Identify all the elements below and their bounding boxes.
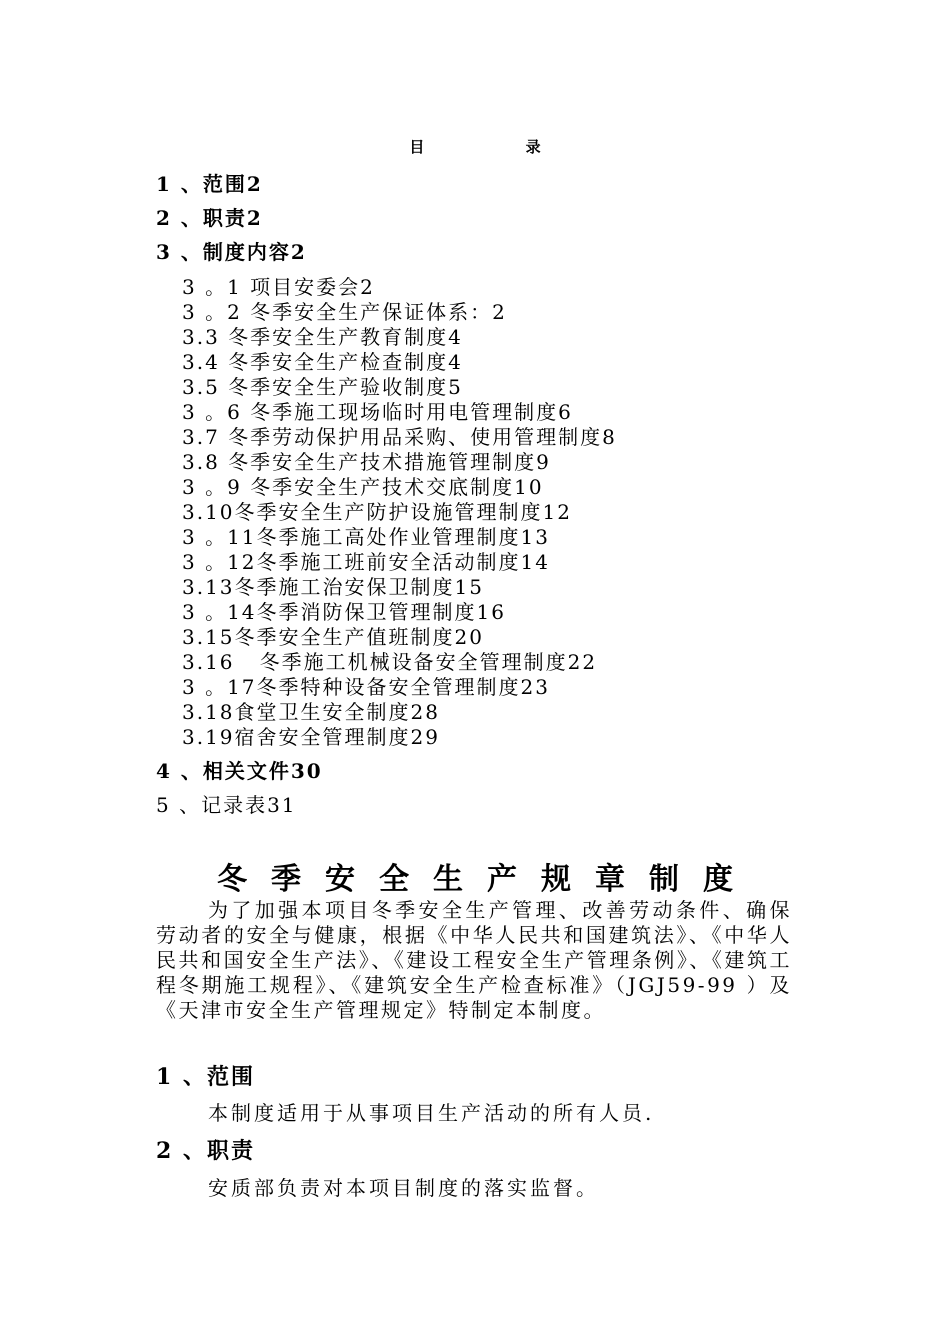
toc-subitem[interactable]: 3.4 冬季安全生产检查制度4 — [182, 350, 463, 374]
section-heading-scope: 1 、范围 — [156, 1064, 255, 1090]
toc-subitem[interactable]: 3.15冬季安全生产值班制度20 — [182, 625, 484, 649]
toc-subitem[interactable]: 3 。2 冬季安全生产保证体系：2 — [182, 300, 507, 324]
toc-subitem[interactable]: 3 。6 冬季施工现场临时用电管理制度6 — [182, 400, 573, 424]
toc-subitem[interactable]: 3.3 冬季安全生产教育制度4 — [182, 325, 463, 349]
toc-subitem[interactable]: 3 。17冬季特种设备安全管理制度23 — [182, 675, 550, 699]
toc-subitem[interactable]: 3.10冬季安全生产防护设施管理制度12 — [182, 500, 572, 524]
toc-subitem[interactable]: 3 。11冬季施工高处作业管理制度13 — [182, 525, 550, 549]
document-title: 冬季安全生产规章制度 — [217, 862, 757, 897]
section-body-scope: 本制度适用于从事项目生产活动的所有人员. — [208, 1101, 655, 1125]
intro-paragraph: 为了加强本项目冬季安全生产管理、改善劳动条件、确保劳动者的安全与健康，根据《中华人民共和国建筑法》、《中华人民共和国安全生产法》、《建设工程安全生产管理条例》、《建筑工程冬期施工规程》、《建筑安全生产检查标准》（JGJ59-99 ）及《天津市安全生产管理规定》特制定本制度。 — [156, 898, 792, 1022]
toc-item-duties[interactable]: 2 、职责2 — [156, 206, 263, 230]
toc-subitem[interactable]: 3.8 冬季安全生产技术措施管理制度9 — [182, 450, 551, 474]
toc-item-content[interactable]: 3 、制度内容2 — [156, 240, 307, 264]
toc-item-records[interactable]: 5 、记录表31 — [156, 793, 297, 817]
toc-subitem[interactable]: 3 。12冬季施工班前安全活动制度14 — [182, 550, 550, 574]
toc-subitem[interactable]: 3 。1 项目安委会2 — [182, 275, 375, 299]
toc-item-related-files[interactable]: 4 、相关文件30 — [156, 759, 323, 783]
toc-item-scope[interactable]: 1 、范围2 — [156, 172, 263, 196]
toc-subitem[interactable]: 3.16 冬季施工机械设备安全管理制度22 — [182, 650, 598, 674]
toc-title: 目 录 — [409, 138, 589, 156]
toc-subitem[interactable]: 3 。14冬季消防保卫管理制度16 — [182, 600, 506, 624]
toc-subitem[interactable]: 3.19宿舍安全管理制度29 — [182, 725, 440, 749]
section-body-duties: 安质部负责对本项目制度的落实监督。 — [208, 1176, 599, 1200]
toc-subitem[interactable]: 3.5 冬季安全生产验收制度5 — [182, 375, 463, 399]
section-heading-duties: 2 、职责 — [156, 1138, 255, 1164]
toc-subitem[interactable]: 3 。9 冬季安全生产技术交底制度10 — [182, 475, 544, 499]
toc-subitem[interactable]: 3.18食堂卫生安全制度28 — [182, 700, 440, 724]
toc-subitem[interactable]: 3.7 冬季劳动保护用品采购、使用管理制度8 — [182, 425, 617, 449]
toc-subitem[interactable]: 3.13冬季施工治安保卫制度15 — [182, 575, 484, 599]
